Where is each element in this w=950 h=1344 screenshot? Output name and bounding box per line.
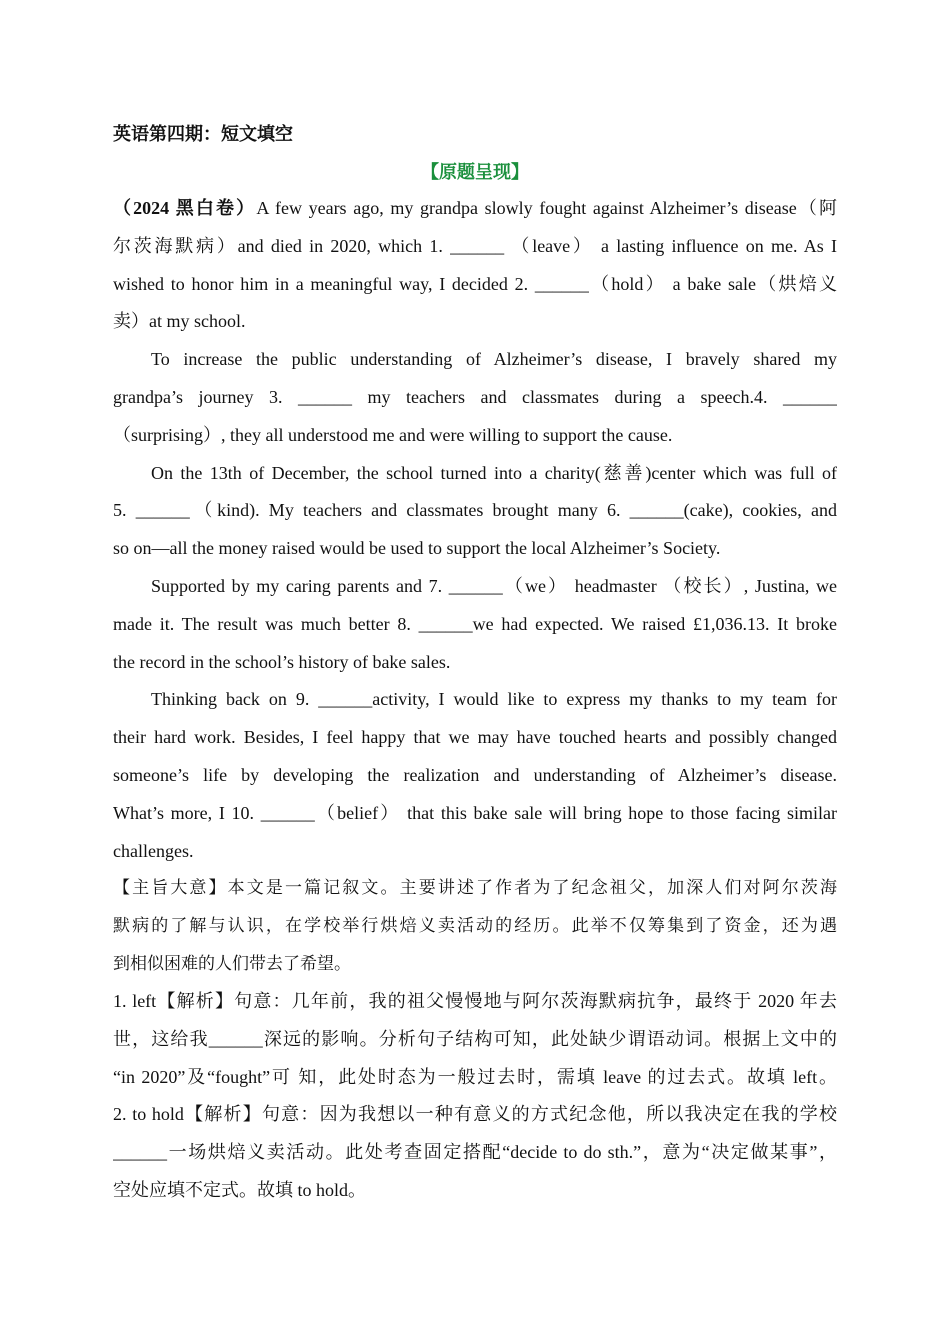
analysis-line: 空处应填不定式。故填 to hold。: [113, 1179, 367, 1200]
analysis: [113, 983, 837, 1210]
passage-line: 5. ______（kind). My teachers and classmates brought many 6. ______(cake), cookies, and: [113, 500, 837, 521]
analysis-line: 1. left【解析】句意：几年前，我的祖父慢慢地与阿尔茨海默病抗争，最终于 2020 年去: [113, 991, 837, 1011]
summary-line: 到相似困难的人们带去了希望。: [113, 953, 351, 974]
passage-line: the record in the school’s history of bake sales.: [113, 651, 451, 672]
passage-line: Supported by my caring parents and 7. ______（we） headmaster （校长）, Justina, we: [151, 575, 837, 596]
passage-line: On the 13th of December, the school turned into a charity(慈善)center which was full of: [151, 462, 837, 483]
analysis-line: “in 2020”及“fought”可 知，此处时态为一般过去时，需填 leave 的过去式。故填 left。: [113, 1066, 837, 1087]
passage-line: wished to honor him in a meaningful way, I decided 2. ______（hold） a bake sale（烘焙义: [113, 273, 837, 294]
summary: [113, 870, 837, 983]
passage-line: To increase the public understanding of Alzheimer’s disease, I bravely shared my: [151, 349, 837, 370]
passage: [113, 190, 837, 870]
passage-line: their hard work. Besides, I feel happy that we may have touched hearts and possibly changed: [113, 727, 837, 748]
passage-line: so on—all the money raised would be used to support the local Alzheimer’s Society.: [113, 538, 721, 559]
section-heading: 【原题呈现】: [421, 162, 529, 183]
passage-line: challenges.: [113, 840, 194, 861]
passage-line: Thinking back on 9. ______activity, I would like to express my thanks to my team for: [151, 689, 837, 710]
passage-line: 卖）at my school.: [113, 311, 246, 332]
passage-line: （surprising）, they all understood me and were willing to support the cause.: [113, 424, 673, 445]
passage-line: grandpa’s journey 3. ______ my teachers and classmates during a speech.4. ______: [113, 386, 837, 407]
passage-line: made it. The result was much better 8. ______we had expected. We raised £1,036.13. It broke: [113, 613, 837, 634]
passage-line: （2024 黑白卷）A few years ago, my grandpa slowly fought against Alzheimer’s disease（阿: [113, 198, 837, 218]
page-title: 英语第四期：短文填空: [113, 124, 293, 145]
analysis-line: 2. to hold【解析】句意：因为我想以一种有意义的方式纪念他，所以我决定在我的学校: [113, 1104, 837, 1125]
passage-line: What’s more, I 10. ______（belief） that this bake sale will bring hope to those facing similar: [113, 802, 837, 823]
passage-line: 尔茨海默病）and died in 2020, which 1. ______ （leave） a lasting influence on me. As I: [113, 235, 837, 256]
analysis-line: ______一场烘焙义卖活动。此处考查固定搭配“decide to do sth.”，意为“决定做某事”，: [113, 1142, 837, 1163]
summary-line: 默病的了解与认识，在学校举行烘焙义卖活动的经历。此举不仅筹集到了资金，还为遇: [113, 915, 837, 936]
passage-line: someone’s life by developing the realization and understanding of Alzheimer’s disease.: [113, 764, 837, 785]
source-label: （2024 黑白卷）: [113, 198, 257, 218]
summary-line: 【主旨大意】本文是一篇记叙文。主要讲述了作者为了纪念祖父，加深人们对阿尔茨海: [113, 878, 837, 898]
analysis-line: 世，这给我______深远的影响。分析句子结构可知，此处缺少谓语动词。根据上文中的: [113, 1028, 837, 1049]
